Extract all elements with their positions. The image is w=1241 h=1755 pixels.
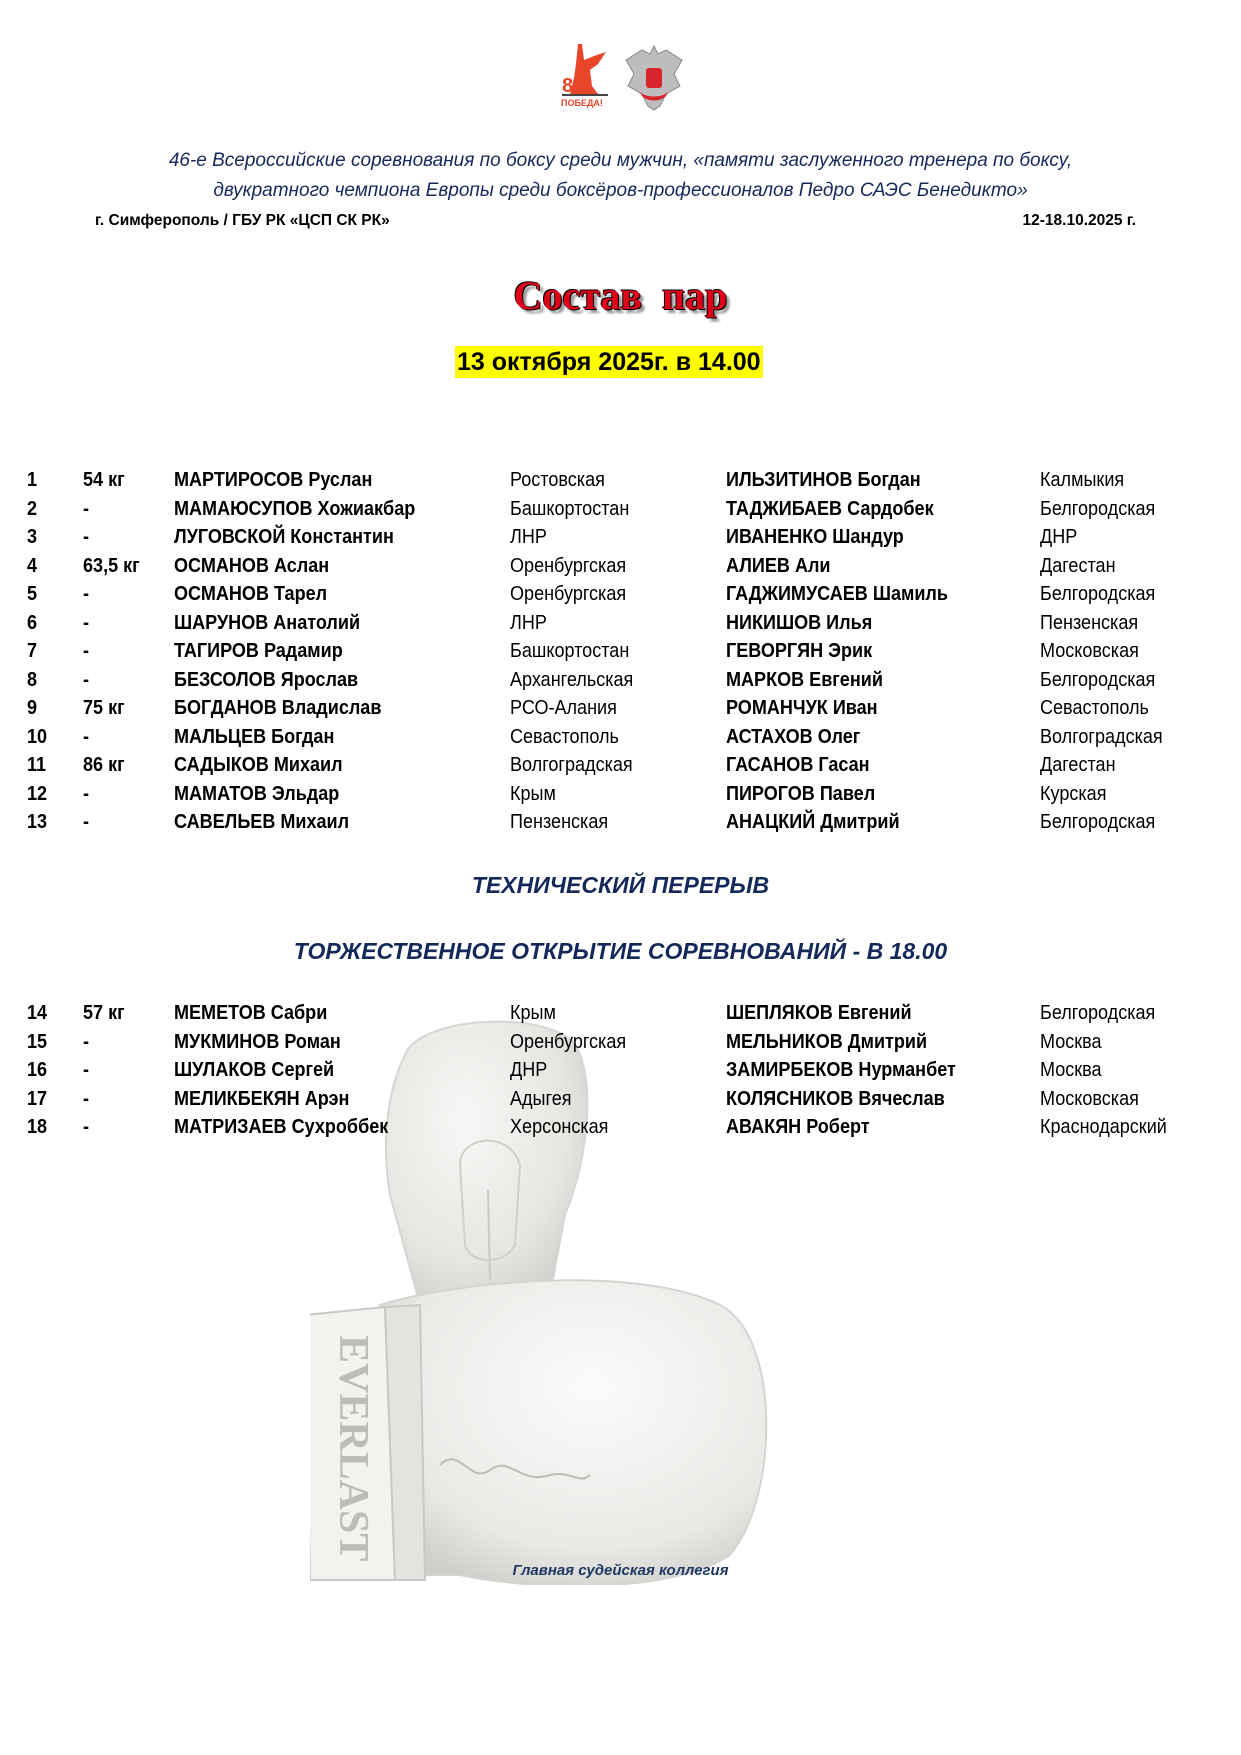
bout-number: 7 xyxy=(27,639,38,662)
red-corner-region: Крым xyxy=(510,1001,556,1024)
blue-corner-name: МЕЛЬНИКОВ Дмитрий xyxy=(726,1029,928,1053)
table-row xyxy=(0,1113,1241,1141)
blue-corner-region: ДНР xyxy=(1040,525,1078,548)
table-row xyxy=(0,780,1241,808)
venue: г. Симферополь / ГБУ РК «ЦСП СК РК» xyxy=(95,212,390,229)
svg-text:80: 80 xyxy=(562,75,585,97)
blue-corner-name: ЗАМИРБЕКОВ Нурманбет xyxy=(726,1058,956,1081)
red-corner-region: Оренбургская xyxy=(510,1029,627,1053)
page-title: Состав пар xyxy=(513,273,728,318)
blue-corner-name: ГЕВОРГЯН Эрик xyxy=(726,639,873,662)
red-corner-name: ТАГИРОВ Радамир xyxy=(174,639,343,662)
blue-corner-region: Белгородская xyxy=(1040,582,1156,605)
russian-coat-of-arms-logo xyxy=(626,46,682,110)
table-row xyxy=(0,999,1241,1027)
table-row xyxy=(0,1028,1241,1056)
blue-corner-region: Курская xyxy=(1040,781,1107,805)
bout-number: 6 xyxy=(27,610,38,634)
bout-number: 9 xyxy=(27,696,38,719)
weight-class: - xyxy=(83,810,90,833)
table-row xyxy=(0,552,1241,580)
weight-class: - xyxy=(83,724,90,748)
blue-corner-name: АНАЦКИЙ Дмитрий xyxy=(726,810,900,833)
table-row xyxy=(0,523,1241,551)
red-corner-name: МАМАТОВ Эльдар xyxy=(174,781,340,805)
weight-class: - xyxy=(83,639,90,662)
blue-corner-region: Московская xyxy=(1040,639,1139,662)
bout-number: 15 xyxy=(27,1029,48,1053)
weight-class: 86 кг xyxy=(83,753,125,776)
blue-corner-region: Белгородская xyxy=(1040,810,1156,833)
bout-number: 3 xyxy=(27,525,38,548)
bout-number: 2 xyxy=(27,496,38,520)
red-corner-region: Адыгея xyxy=(510,1086,572,1110)
red-corner-name: ШАРУНОВ Анатолий xyxy=(174,610,361,634)
weight-class: - xyxy=(83,1115,90,1138)
bout-number: 11 xyxy=(27,753,47,776)
blue-corner-region: Москва xyxy=(1040,1029,1102,1053)
red-corner-name: МАТРИЗАЕВ Сухроббек xyxy=(174,1115,389,1138)
bout-number: 10 xyxy=(27,724,48,748)
bout-number: 5 xyxy=(27,582,38,605)
red-corner-region: Крым xyxy=(510,781,556,805)
weight-class: - xyxy=(83,496,90,520)
blue-corner-name: ГАСАНОВ Гасан xyxy=(726,753,870,776)
bout-number: 16 xyxy=(27,1058,48,1081)
blue-corner-name: ПИРОГОВ Павел xyxy=(726,781,876,805)
blue-corner-name: МАРКОВ Евгений xyxy=(726,667,883,691)
bout-number: 13 xyxy=(27,810,48,833)
blue-corner-name: ТАДЖИБАЕВ Сардобек xyxy=(726,496,934,520)
red-corner-region: ЛНР xyxy=(510,610,547,634)
event-title-line-1: 46-е Всероссийские соревнования по боксу среди мужчин, «памяти заслуженного тренера по боксу, xyxy=(168,150,1073,171)
blue-corner-region: Белгородская xyxy=(1040,667,1156,691)
blue-corner-region: Московская xyxy=(1040,1086,1139,1110)
table-row xyxy=(0,1056,1241,1084)
table-row xyxy=(0,609,1241,637)
red-corner-region: Ростовская xyxy=(510,468,605,491)
bout-number: 18 xyxy=(27,1115,48,1138)
red-corner-region: Оренбургская xyxy=(510,553,627,577)
event-dates: 12-18.10.2025 г. xyxy=(1022,212,1136,229)
blue-corner-name: ГАДЖИМУСАЕВ Шамиль xyxy=(726,582,948,605)
weight-class: 75 кг xyxy=(83,696,125,719)
weight-class: - xyxy=(83,667,90,691)
red-corner-name: БОГДАНОВ Владислав xyxy=(174,696,382,719)
svg-text:ПОБЕДА!: ПОБЕДА! xyxy=(561,98,603,108)
bout-number: 1 xyxy=(27,468,38,491)
red-corner-region: Башкортостан xyxy=(510,639,630,662)
table-row xyxy=(0,666,1241,694)
bout-number: 14 xyxy=(27,1001,48,1024)
weight-class: - xyxy=(83,582,90,605)
everlast-logo-text: EVERLAST xyxy=(330,1335,376,1562)
blue-corner-name: АЛИЕВ Али xyxy=(726,553,831,577)
weight-class: - xyxy=(83,781,90,805)
red-corner-region: ЛНР xyxy=(510,525,547,548)
bout-number: 17 xyxy=(27,1086,48,1110)
red-corner-name: ОСМАНОВ Аслан xyxy=(174,553,330,577)
bout-number: 12 xyxy=(27,781,48,805)
blue-corner-region: Волгоградская xyxy=(1040,724,1163,748)
weight-class: - xyxy=(83,1058,90,1081)
blue-corner-region: Белгородская xyxy=(1040,1001,1156,1024)
red-corner-region: Пензенская xyxy=(510,810,609,833)
red-corner-name: ОСМАНОВ Тарел xyxy=(174,582,328,605)
table-row xyxy=(0,1085,1241,1113)
blue-corner-region: Дагестан xyxy=(1040,553,1116,577)
red-corner-region: Волгоградская xyxy=(510,753,633,776)
red-corner-region: Севастополь xyxy=(510,724,619,748)
red-corner-name: МАЛЬЦЕВ Богдан xyxy=(174,724,335,748)
table-row xyxy=(0,751,1241,779)
red-corner-name: МАМАЮСУПОВ Хожиакбар xyxy=(174,496,416,520)
red-corner-name: БЕЗСОЛОВ Ярослав xyxy=(174,667,359,691)
red-corner-region: РСО-Алания xyxy=(510,696,617,719)
blue-corner-region: Пензенская xyxy=(1040,610,1139,634)
80-pobeda-logo xyxy=(561,44,608,108)
red-corner-name: САВЕЛЬЕВ Михаил xyxy=(174,810,350,833)
blue-corner-region: Белгородская xyxy=(1040,496,1156,520)
technical-break-note: ТЕХНИЧЕСКИЙ ПЕРЕРЫВ xyxy=(471,872,770,898)
blue-corner-name: ИЛЬЗИТИНОВ Богдан xyxy=(726,468,921,491)
weight-class: 57 кг xyxy=(83,1001,125,1024)
blue-corner-name: НИКИШОВ Илья xyxy=(726,610,873,634)
blue-corner-region: Москва xyxy=(1040,1058,1102,1081)
red-corner-name: ШУЛАКОВ Сергей xyxy=(174,1058,335,1081)
table-row xyxy=(0,637,1241,665)
blue-corner-name: РОМАНЧУК Иван xyxy=(726,696,878,719)
red-corner-name: МАРТИРОСОВ Руслан xyxy=(174,468,373,491)
red-corner-name: МЕМЕТОВ Сабри xyxy=(174,1001,328,1024)
red-corner-region: Башкортостан xyxy=(510,496,630,520)
red-corner-region: Оренбургская xyxy=(510,582,627,605)
red-corner-region: ДНР xyxy=(510,1058,548,1081)
bout-number: 8 xyxy=(27,667,38,691)
blue-corner-region: Севастополь xyxy=(1040,696,1149,719)
weight-class: - xyxy=(83,525,90,548)
table-row xyxy=(0,580,1241,608)
table-row xyxy=(0,723,1241,751)
red-corner-region: Архангельская xyxy=(510,667,634,691)
blue-corner-name: ИВАНЕНКО Шандур xyxy=(726,525,904,548)
weight-class: 63,5 кг xyxy=(83,553,140,577)
weight-class: 54 кг xyxy=(83,468,125,491)
session-datetime: 13 октября 2025г. в 14.00 xyxy=(457,348,761,376)
table-row xyxy=(0,808,1241,836)
header-logos xyxy=(560,38,690,118)
table-row xyxy=(0,466,1241,494)
table-row xyxy=(0,495,1241,523)
blue-corner-name: АВАКЯН Роберт xyxy=(726,1115,870,1138)
blue-corner-region: Калмыкия xyxy=(1040,468,1125,491)
weight-class: - xyxy=(83,610,90,634)
chief-judges-panel-signature: Главная судейская коллегия xyxy=(512,1562,729,1579)
red-corner-region: Херсонская xyxy=(510,1115,609,1138)
blue-corner-name: КОЛЯСНИКОВ Вячеслав xyxy=(726,1086,945,1110)
opening-ceremony-note: ТОРЖЕСТВЕННОЕ ОТКРЫТИЕ СОРЕВНОВАНИЙ - В 18.00 xyxy=(293,938,948,964)
weight-class: - xyxy=(83,1086,90,1110)
table-row xyxy=(0,694,1241,722)
red-corner-name: ЛУГОВСКОЙ Константин xyxy=(174,525,394,548)
blue-corner-name: АСТАХОВ Олег xyxy=(726,724,861,748)
red-corner-name: САДЫКОВ Михаил xyxy=(174,753,343,776)
bout-number: 4 xyxy=(27,553,38,577)
blue-corner-region: Краснодарский xyxy=(1040,1115,1167,1138)
event-title-line-2: двукратного чемпиона Европы среди боксёров-профессионалов Педро САЭС Бенедикто» xyxy=(213,180,1028,201)
red-corner-name: МЕЛИКБЕКЯН Арэн xyxy=(174,1086,350,1110)
blue-corner-name: ШЕПЛЯКОВ Евгений xyxy=(726,1001,912,1024)
weight-class: - xyxy=(83,1029,90,1053)
red-corner-name: МУКМИНОВ Роман xyxy=(174,1029,341,1053)
blue-corner-region: Дагестан xyxy=(1040,753,1116,776)
